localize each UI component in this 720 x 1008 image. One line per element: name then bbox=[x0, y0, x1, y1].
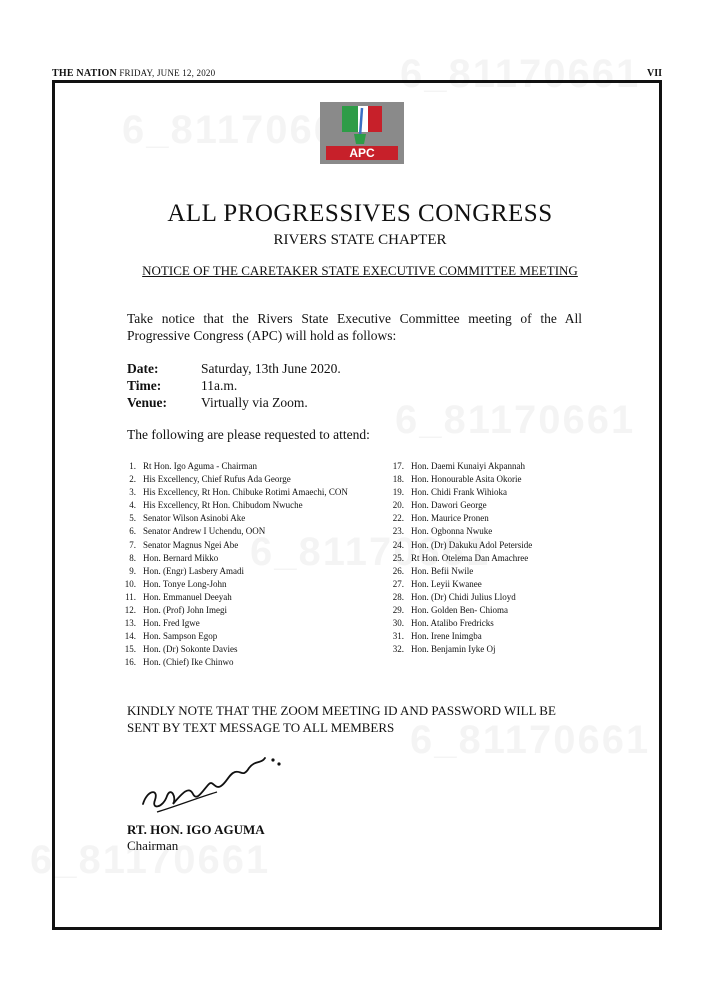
member-list-item bbox=[116, 565, 386, 578]
member-list-item bbox=[384, 460, 614, 473]
member-name: Hon. Irene Inimgba bbox=[411, 631, 482, 642]
member-number: 5. bbox=[129, 513, 136, 524]
member-name: Senator Wilson Asinobi Ake bbox=[143, 513, 246, 524]
member-number: 29. bbox=[392, 605, 404, 616]
member-list-item bbox=[384, 525, 614, 538]
member-list-item bbox=[116, 617, 386, 630]
member-list-item bbox=[384, 617, 614, 630]
detail-label: Time: bbox=[127, 378, 162, 393]
member-number: 11. bbox=[125, 591, 136, 602]
member-list-item bbox=[116, 499, 386, 512]
member-number: 18. bbox=[392, 474, 404, 485]
member-name: His Excellency, Rt Hon. Chibudom Nwuche bbox=[143, 500, 303, 511]
member-number: 13. bbox=[124, 618, 136, 629]
members-list-left bbox=[116, 460, 386, 670]
member-name: Hon. (Chief) Ike Chinwo bbox=[143, 657, 234, 668]
member-number: 19. bbox=[392, 487, 404, 498]
member-name: Hon. Atalibo Fredricks bbox=[411, 618, 494, 629]
member-list-item bbox=[116, 525, 386, 538]
member-number: 30. bbox=[392, 618, 404, 629]
detail-value: Saturday, 13th June 2020. bbox=[201, 361, 341, 376]
member-list-item bbox=[384, 604, 614, 617]
member-number: 9. bbox=[129, 565, 136, 576]
newspaper-name: THE NATION bbox=[52, 68, 117, 79]
member-list-item bbox=[384, 630, 614, 643]
member-list-item bbox=[116, 473, 386, 486]
member-number: 6. bbox=[129, 526, 136, 537]
member-list-item bbox=[384, 591, 614, 604]
member-name: Hon. Honourable Asita Okorie bbox=[411, 474, 522, 485]
member-number: 24. bbox=[392, 539, 404, 550]
member-number: 32. bbox=[392, 644, 404, 655]
member-list-item bbox=[116, 591, 386, 604]
document-subtitle: RIVERS STATE CHAPTER bbox=[273, 232, 447, 248]
detail-venue-row bbox=[127, 394, 341, 411]
member-list-item bbox=[116, 552, 386, 565]
document-title: ALL PROGRESSIVES CONGRESS bbox=[167, 200, 553, 227]
member-name: Hon. Chidi Frank Wihioka bbox=[411, 487, 507, 498]
member-number: 28. bbox=[392, 591, 404, 602]
member-number: 8. bbox=[129, 552, 136, 563]
masthead-date: FRIDAY, JUNE 12, 2020 bbox=[119, 68, 216, 78]
watermark bbox=[395, 398, 635, 443]
member-name: Hon. (Dr) Dakuku Adol Peterside bbox=[411, 539, 533, 550]
member-name: Hon. Golden Ben- Chioma bbox=[411, 605, 508, 616]
attendance-intro: The following are please requested to attend: bbox=[127, 427, 370, 442]
apc-broom-flag-logo-icon bbox=[320, 102, 404, 164]
detail-value: Virtually via Zoom. bbox=[201, 395, 308, 410]
member-list-item bbox=[384, 643, 614, 656]
member-list-item bbox=[384, 473, 614, 486]
member-number: 14. bbox=[124, 631, 136, 642]
detail-value: 11a.m. bbox=[201, 378, 238, 393]
member-name: Hon. Bernard Mikko bbox=[143, 552, 219, 563]
member-list-item bbox=[384, 578, 614, 591]
member-name: Hon. Befii Nwile bbox=[411, 565, 474, 576]
signer-title: Chairman bbox=[127, 838, 179, 853]
member-name: Hon. Tonye Long-John bbox=[143, 578, 227, 589]
member-name: Rt Hon. Otelema Dan Amachree bbox=[411, 552, 529, 563]
member-list-item bbox=[116, 578, 386, 591]
member-list-item bbox=[384, 565, 614, 578]
member-number: 16. bbox=[124, 657, 136, 668]
handwritten-signature-icon bbox=[137, 738, 287, 818]
member-number: 3. bbox=[129, 487, 136, 498]
member-name: Senator Magnus Ngei Abe bbox=[143, 539, 239, 550]
member-name: His Excellency, Rt Hon. Chibuke Rotimi Amaechi, CON bbox=[143, 487, 348, 498]
member-number: 10. bbox=[124, 578, 136, 589]
signer-name: RT. HON. IGO AGUMA bbox=[127, 822, 265, 837]
member-name: Hon. Ogbonna Nwuke bbox=[411, 526, 493, 537]
member-name: Hon. Dawori George bbox=[411, 500, 487, 511]
member-number: 1. bbox=[129, 461, 136, 471]
member-list-item bbox=[116, 460, 386, 473]
member-list-item bbox=[116, 643, 386, 656]
member-list-item bbox=[384, 512, 614, 525]
detail-label: Venue: bbox=[127, 395, 168, 410]
member-number: 7. bbox=[129, 539, 136, 550]
member-number: 27. bbox=[392, 578, 404, 589]
member-name: Hon. Benjamin Iyke Oj bbox=[411, 644, 496, 655]
member-list-item bbox=[116, 539, 386, 552]
member-list-item bbox=[116, 486, 386, 499]
member-number: 22. bbox=[392, 513, 404, 524]
member-name: Hon. Leyii Kwanee bbox=[411, 578, 482, 589]
member-name: His Excellency, Chief Rufus Ada George bbox=[143, 474, 291, 485]
member-number: 25. bbox=[392, 552, 404, 563]
member-number: 20. bbox=[392, 500, 404, 511]
member-number: 12. bbox=[124, 605, 136, 616]
member-list-item bbox=[384, 486, 614, 499]
member-name: Hon. Fred Igwe bbox=[143, 618, 200, 629]
detail-time-row bbox=[127, 377, 341, 394]
member-number: 17. bbox=[392, 461, 404, 471]
member-list-item bbox=[384, 552, 614, 565]
member-name: Hon. Daemi Kunaiyi Akpannah bbox=[411, 461, 525, 471]
member-name: Senator Andrew I Uchendu, OON bbox=[143, 526, 266, 537]
member-name: Hon. Sampson Egop bbox=[143, 631, 218, 642]
masthead bbox=[52, 68, 215, 79]
zoom-notice: KINDLY NOTE THAT THE ZOOM MEETING ID AND PASSWORD WILL BE SENT BY TEXT MESSAGE TO ALL MEMBERS bbox=[127, 703, 556, 735]
detail-date-row bbox=[127, 360, 341, 377]
member-number: 23. bbox=[392, 526, 404, 537]
intro-paragraph: Take notice that the Rivers State Executive Committee meeting of the All Progressive Congress (APC) will hold as follows: bbox=[127, 311, 582, 343]
member-number: 26. bbox=[392, 565, 404, 576]
member-list-item bbox=[116, 656, 386, 669]
member-list-item bbox=[116, 604, 386, 617]
member-list-item bbox=[384, 499, 614, 512]
member-number: 15. bbox=[124, 644, 136, 655]
member-list-item bbox=[116, 512, 386, 525]
members-list-right bbox=[384, 460, 614, 656]
notice-heading: NOTICE OF THE CARETAKER STATE EXECUTIVE COMMITTEE MEETING bbox=[142, 263, 578, 278]
member-name: Hon. Maurice Pronen bbox=[411, 513, 489, 524]
member-list-item bbox=[384, 539, 614, 552]
page-number: VII bbox=[646, 68, 662, 79]
watermark bbox=[400, 52, 640, 97]
member-name: Hon. (Dr) Sokonte Davies bbox=[143, 644, 238, 655]
member-name: Hon. (Engr) Lasbery Amadi bbox=[143, 565, 244, 576]
meeting-details bbox=[127, 360, 341, 411]
member-name: Hon. (Prof) John Imegi bbox=[143, 605, 227, 616]
member-name: Rt Hon. Igo Aguma - Chairman bbox=[143, 461, 257, 471]
member-name: Hon. Emmanuel Deeyah bbox=[143, 591, 232, 602]
logo-text: APC bbox=[349, 146, 375, 160]
detail-label: Date: bbox=[127, 361, 159, 376]
member-name: Hon. (Dr) Chidi Julius Lloyd bbox=[411, 591, 516, 602]
member-number: 2. bbox=[129, 474, 136, 485]
member-number: 4. bbox=[129, 500, 136, 511]
member-list-item bbox=[116, 630, 386, 643]
member-number: 31. bbox=[392, 631, 404, 642]
